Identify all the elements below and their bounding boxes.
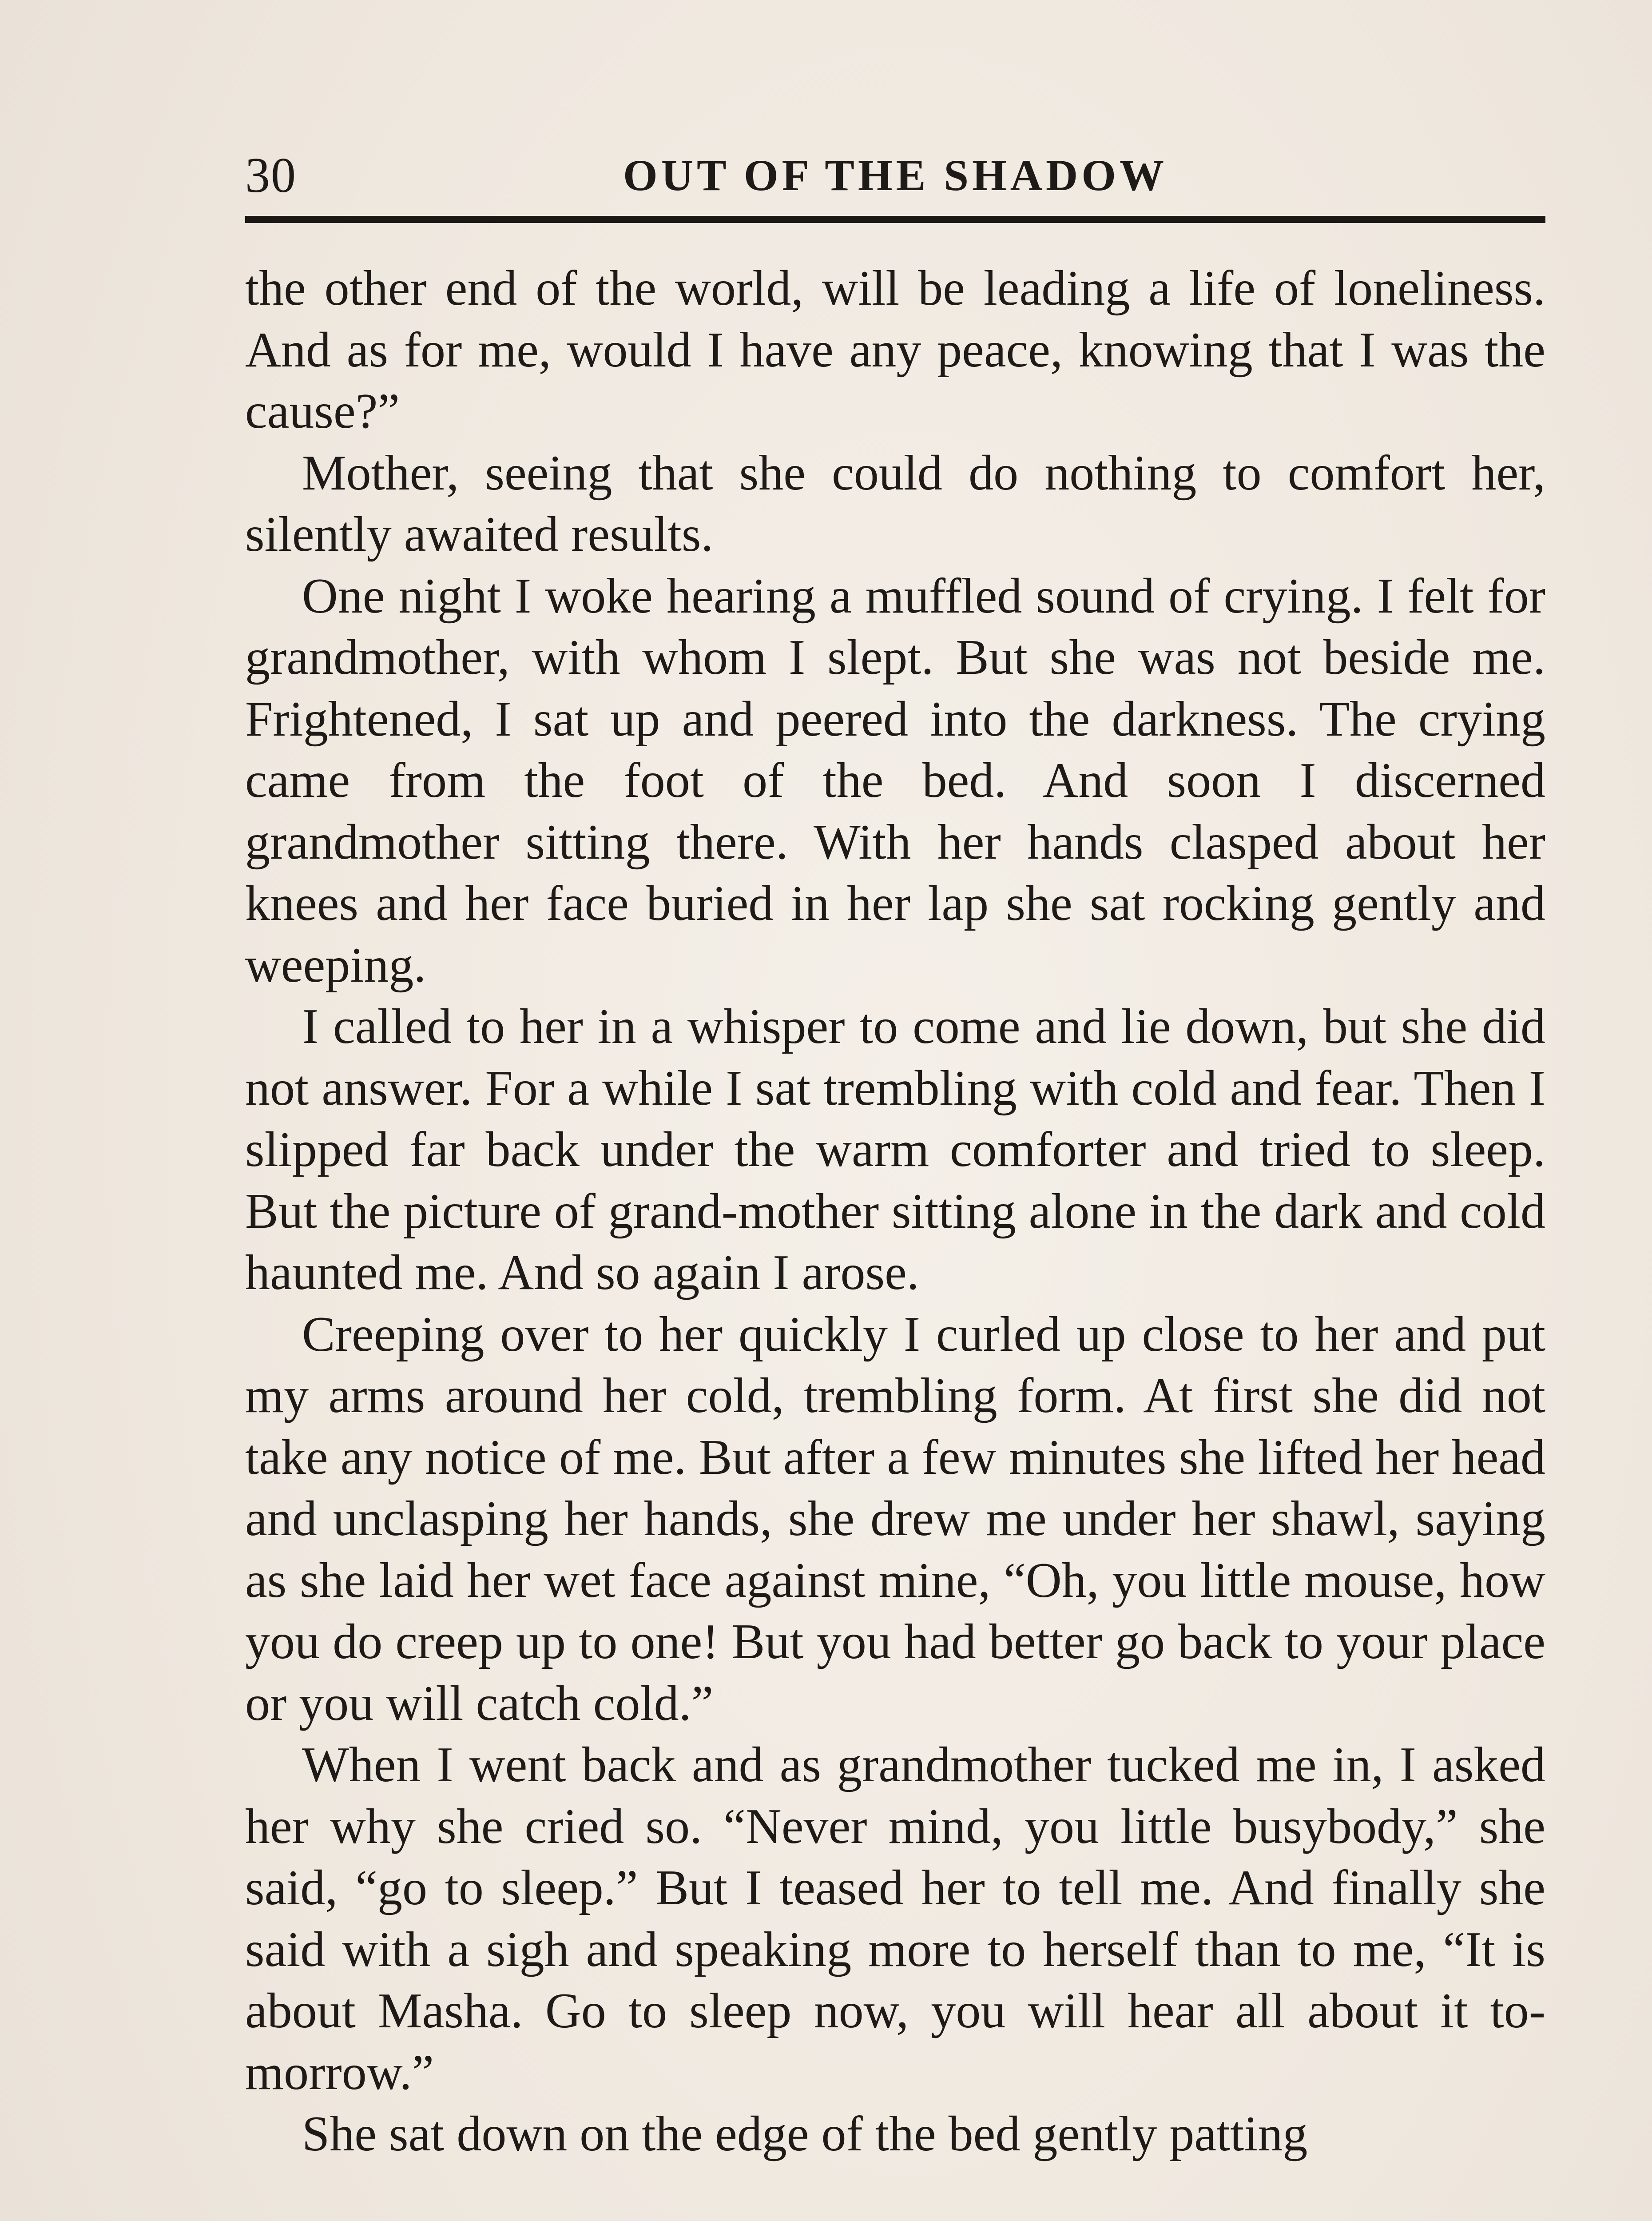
- paragraph-4: I called to her in a whisper to come and lie down, but she did not answer. For a while I sat trembling with cold and fear. Then I slipped far back under the warm comforter and tried to sleep. But the picture of grand-mother sitting alone in the dark and cold haunted me. And so again I arose.: [245, 999, 1545, 1300]
- body-text: [245, 258, 1545, 2165]
- paragraph-6: When I went back and as grandmother tucked me in, I asked her why she cried so. “Never mind, you little busybody,” she said, “go to sleep.” But I teased her to tell me. And finally she said with a sigh and speaking more to herself than to me, “It is about Masha. Go to sleep now, you will hear all about it to-morrow.”: [245, 1737, 1545, 2100]
- paragraph-1: the other end of the world, will be leading a life of loneliness. And as for me, would I have any peace, knowing that I was the cause?”: [245, 261, 1545, 439]
- running-title: OUT OF THE SHADOW: [623, 151, 1168, 200]
- header-rule: [245, 216, 1545, 223]
- running-head: [245, 147, 1545, 204]
- paragraph-3: One night I woke hearing a muffled sound of crying. I felt for grandmother, with whom I slept. But she was not beside me. Frightened, I sat up and peered into the darkness. The crying came from the foot of the bed. And soon I discerned grandmother sitting there. With her hands clasped about her knees and her face buried in her lap she sat rocking gently and weeping.: [245, 568, 1545, 993]
- paragraph-5: Creeping over to her quickly I curled up close to her and put my arms around her cold, trembling form. At first she did not take any notice of me. But after a few minutes she lifted her head and unclasping her hands, she drew me under her shawl, saying as she laid her wet face against mine, “Oh, you little mouse, how you do creep up to one! But you had better go back to your place or you will catch cold.”: [245, 1306, 1545, 1731]
- paragraph-7: She sat down on the edge of the bed gently patting: [302, 2106, 1308, 2161]
- paragraph-2: Mother, seeing that she could do nothing to comfort her, silently awaited results.: [245, 445, 1545, 562]
- page-number: 30: [245, 148, 297, 203]
